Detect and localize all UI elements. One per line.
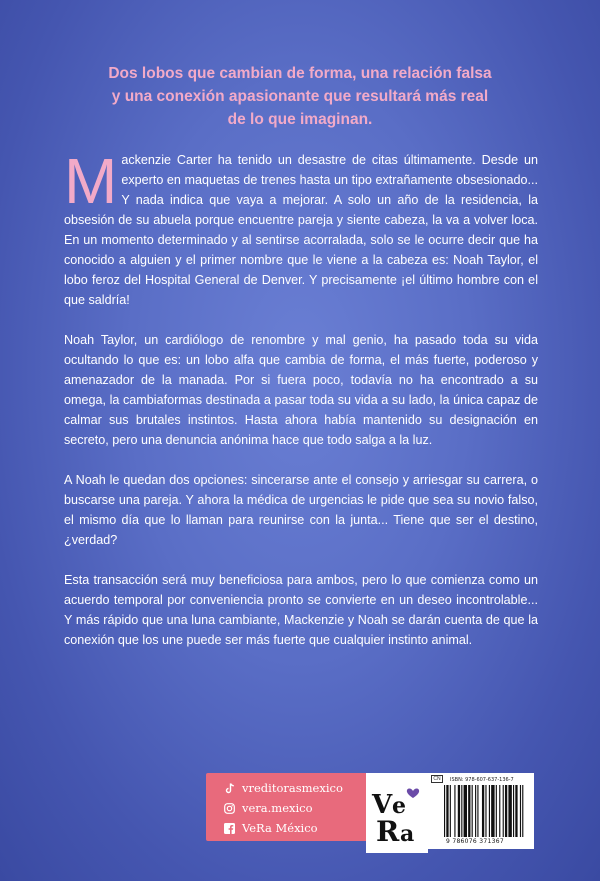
isbn-barcode-panel (428, 773, 534, 849)
facebook-icon (224, 823, 235, 834)
tiktok-handle: vreditorasmexico (242, 781, 343, 795)
tiktok-icon (224, 783, 235, 794)
facebook-handle: VeRa México (242, 821, 318, 835)
cn-badge: CN (431, 775, 443, 783)
barcode-number: 9 786076 371367 (446, 838, 504, 845)
tagline-line-2: y una conexión apasionante que resultará más real (111, 88, 489, 105)
synopsis-paragraph-4: Esta transacción será muy beneficiosa para ambos, pero lo que comienza como un acuerdo temporal por conveniencia pronto se convierte en un deseo incontrolable... Y más rápido que una luna cambiante, Mackenzie y Noah se darán cuenta de que la conexión que los une puede ser más fuerte que cualquier instinto animal. (64, 573, 538, 647)
svg-text:e: e (392, 793, 406, 819)
isbn-label: ISBN: 978-607-637-136-7 (450, 777, 514, 783)
social-instagram[interactable] (224, 798, 366, 818)
synopsis-paragraph-2: Noah Taylor, un cardiólogo de renombre y mal genio, ha pasado toda su vida ocultando lo que es: un lobo alfa que cambia de forma, el más fuerte, poderoso y amenazador de la manada. Por si fuera poco, todavía no ha encontrado a su omega, la cambiaformas destinada a pasar toda su vida a su lado, la única capaz de calmar sus brutales instintos. Hasta ahora había mantenido su designación en secreto, pero una denuncia anónima hace que todo salga a la luz. (64, 333, 538, 447)
synopsis-paragraph-3: A Noah le quedan dos opciones: sincerarse ante el consejo y arriesgar su carrera, o buscarse una pareja. Y ahora la médica de urgencias le pide que sea su novio falso, el mismo día que lo llaman para reunirse con la junta... Tiene que ser el destino, ¿verdad? (64, 473, 538, 547)
svg-text:V: V (372, 790, 393, 820)
drop-cap: M (64, 145, 118, 217)
vera-logo-mark (366, 773, 428, 853)
instagram-icon (224, 803, 235, 814)
social-media-panel (206, 773, 366, 841)
back-cover-tagline (60, 62, 540, 131)
social-facebook[interactable] (224, 818, 366, 838)
tagline-line-1: Dos lobos que cambian de forma, una relación falsa (108, 65, 492, 82)
svg-text:a: a (400, 821, 415, 847)
synopsis (64, 145, 538, 670)
instagram-handle: vera.mexico (242, 801, 313, 815)
social-tiktok[interactable] (224, 778, 366, 798)
svg-text:R: R (376, 815, 400, 848)
paragraph-1-text: ackenzie Carter ha tenido un desastre de citas últimamente. Desde un experto en maquetas de trenes hasta un tipo extrañamente obsesionado... Y nada indica que vaya a mejorar. A solo un año de la residencia, la obsesión de su abuela porque encuentre pareja y siente cabeza, la va a volver loca. En un momento determinado y al sentirse acorralada, solo se le ocurre decir que ha conocido a alguien y el primer nombre que le viene a la cabeza es: Noah Taylor, el lobo feroz del Hospital General de Denver. Y precisamente ¡el último hombre con el que saldría! (64, 153, 538, 307)
publisher-logo (366, 773, 428, 853)
synopsis-paragraph-1 (64, 145, 538, 310)
tagline-line-3: de lo que imaginan. (227, 111, 373, 128)
